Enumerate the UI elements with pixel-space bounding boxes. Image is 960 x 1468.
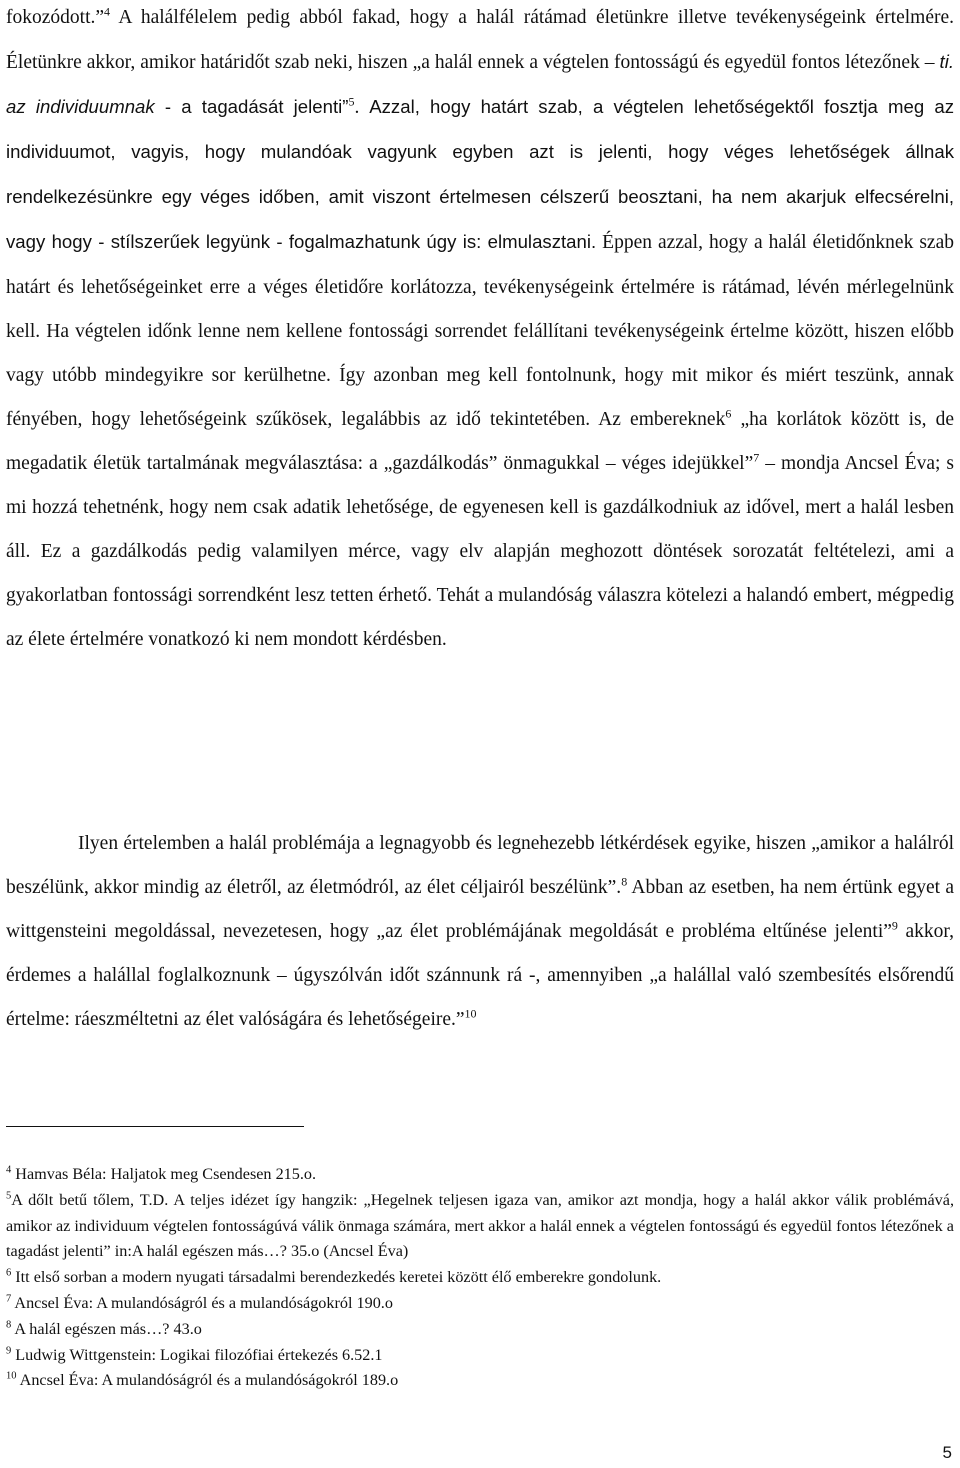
- footnote-7: [6, 1291, 954, 1317]
- body-paragraph-1: [6, 0, 954, 662]
- footnote-number: 4: [6, 1164, 12, 1176]
- footnote-8: [6, 1317, 954, 1343]
- text-run: - a tagadását jelenti”: [154, 96, 349, 118]
- page-number: 5: [942, 1443, 952, 1462]
- footnote-6: [6, 1265, 954, 1291]
- footnote-text: A dőlt betű tőlem, T.D. A teljes idézet így hangzik: „Hegelnek teljesen igaza van, amikor azt mondja, hogy a halál akkor válik problémává, amikor az individuum végtelen fontosságúvá válik önmaga számára, mert akkor a halál ennek a végtelen fontosságú és egyedül fontos létezőnek a tagadást jelenti” in:A halál egészen más…? 35.o (Ancsel Éva): [6, 1190, 954, 1261]
- footnote-9: [6, 1343, 954, 1369]
- footnote-number: 10: [6, 1370, 17, 1382]
- text-run: Abban az esetben, ha nem értünk egyet a wittgensteini megoldással, nevezetesen, hogy „az élet problémájának megoldását e probléma eltűnése jelenti”: [6, 877, 954, 943]
- footnote-4: [6, 1162, 954, 1188]
- text-run: Éppen azzal, hogy a halál életidőnknek szab határt és lehetőségeinket erre a véges életidőre korlátozza, tevékenységeink értelmére is rátámad, lévén mérlegelnünk kell. Ha végtelen időnk lenne nem kellene fontossági sorrendet felállítani tevékenységeink értelme között, hiszen előbb vagy utóbb mindegyikre sor kerülhetne. Így azonban meg kell fontolnunk, hogy mit mikor és miért teszünk, annak fényében, hogy lehetőségeink szűkösek, legalábbis az idő tekintetében. Az embereknek: [6, 232, 954, 430]
- footnote-text: Itt első sorban a modern nyugati társadalmi berendezkedés keretei között élő emberekre gondolunk.: [11, 1268, 662, 1287]
- text-run: „ha korlátok között is, de megadatik életük tartalmának megválasztása: a „gazdálkodás” önmagukkal – véges idejükkel”: [6, 408, 954, 474]
- footnote-10: [6, 1368, 954, 1394]
- footnote-ref-5[interactable]: 5: [348, 94, 355, 109]
- text-run: .: [354, 97, 370, 119]
- footnote-ref-8[interactable]: 8: [621, 874, 628, 889]
- footnote-ref-9[interactable]: 9: [891, 918, 898, 933]
- footnote-text: Ancsel Éva: A mulandóságról és a mulandóságokról 189.o: [16, 1371, 399, 1390]
- text-run: A halálfélelem pedig abból fakad, hogy a halál rátámad életünkre illetve tevékenységeink értelmére. Életünkre akkor, amikor határidőt szab neki, hiszen „a halál ennek a végtelen fontosságú és egyedül fontos létezőnek –: [6, 7, 954, 74]
- text-run: akkor, érdemes a halállal foglalkoznunk – úgyszólván időt szánnunk rá -, amennyiben „a halállal való szembesítés elsőrendű értelme: ráeszméltetni az élet valóságára és lehetőségeire.”: [6, 921, 954, 1031]
- footnote-text: Ancsel Éva: A mulandóságról és a mulandóságokról 190.o: [11, 1293, 393, 1312]
- text-run: – mondja Ancsel Éva; s mi hozzá tehetnénk, hogy nem csak adatik lehetősége, de egyenesen kell is gazdálkodniuk az idővel, mert a halál lesben áll. Ez a gazdálkodás pedig valamilyen mérce, vagy elv alapján meghozott döntések sorozatát feltételezi, ami a gyakorlatban fontossági sorrendként lesz tetten érhető. Tehát a mulandóság válaszra kötelezi a halandó embert, mégpedig az élete értelmére vonatkozó ki nem mondott kérdésben.: [6, 452, 955, 651]
- footnote-text: A halál egészen más…? 43.o: [11, 1319, 202, 1338]
- footnote-number: 7: [6, 1293, 12, 1305]
- footnote-number: 6: [6, 1267, 12, 1279]
- footnote-ref-10[interactable]: 10: [464, 1006, 477, 1021]
- footnote-ref-6[interactable]: 6: [725, 406, 732, 421]
- footnote-text: Hamvas Béla: Haljatok meg Csendesen 215.o.: [11, 1165, 317, 1183]
- italic-run: ti. az individuumnak: [6, 51, 954, 118]
- body-paragraph-2: [6, 822, 954, 1042]
- footnote-ref-7[interactable]: 7: [753, 450, 760, 465]
- footnote-separator: [6, 1126, 304, 1127]
- footnote-ref-4[interactable]: 4: [104, 4, 111, 19]
- sans-run: Azzal, hogy határt szab, a végtelen lehetőségektől fosztja meg az individuumot, vagyis, hogy mulandóak vagyunk egyben azt is jelenti, hogy véges lehetőségek állnak rendelkezésünkre egy véges időben, amit viszont értelmesen célszerű beosztani, ha nem akarjuk elfecsérelni, vagy hogy - stílszerűek legyünk - fogalmazhatunk úgy is: elmulasztani.: [6, 96, 954, 253]
- text-run: Ilyen értelemben a halál problémája a legnagyobb és legnehezebb létkérdések egyike, hiszen „amikor a halálról beszélünk, akkor mindig az életről, az életmódról, az élet céljairól beszélünk”.: [6, 833, 954, 899]
- footnote-number: 9: [6, 1345, 12, 1357]
- footnote-5: [6, 1188, 954, 1265]
- footnote-text: Ludwig Wittgenstein: Logikai filozófiai értekezés 6.52.1: [11, 1345, 383, 1364]
- footnotes: [6, 1162, 954, 1394]
- text-run: fokozódott.”: [6, 7, 105, 28]
- footnote-number: 8: [6, 1319, 12, 1331]
- footnote-number: 5: [6, 1190, 12, 1202]
